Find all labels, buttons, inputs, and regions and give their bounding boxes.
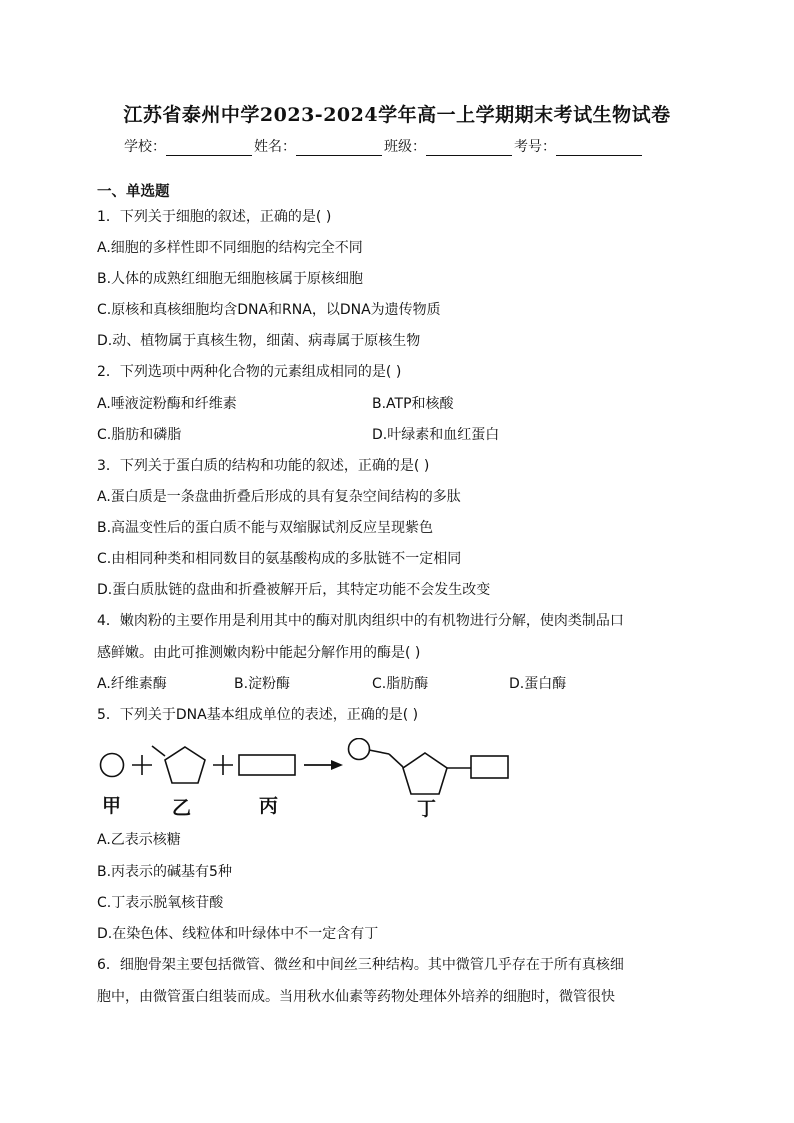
question-4-option-d: D.蛋白酶 bbox=[509, 676, 567, 692]
label-bing: 丙 bbox=[259, 795, 279, 817]
question-6-stem-line-1: 6．细胞骨架主要包括微管、微丝和中间丝三种结构。其中微管几乎存在于所有真核细 bbox=[97, 957, 624, 973]
label-ding: 丁 bbox=[417, 798, 437, 820]
phosphate-circle-icon bbox=[101, 754, 124, 777]
plus-icon bbox=[213, 755, 233, 775]
class-blank[interactable] bbox=[426, 139, 512, 156]
question-2-option-a: A.唾液淀粉酶和纤维素 bbox=[97, 396, 237, 412]
question-3-stem: 3．下列关于蛋白质的结构和功能的叙述，正确的是( ) bbox=[97, 458, 430, 474]
question-1-option-a: A.细胞的多样性即不同细胞的结构完全不同 bbox=[97, 240, 363, 256]
question-5-option-a: A.乙表示核糖 bbox=[97, 832, 181, 848]
name-blank[interactable] bbox=[296, 139, 382, 156]
question-5-stem: 5．下列关于DNA基本组成单位的表述，正确的是( ) bbox=[97, 707, 419, 723]
question-3-option-c: C.由相同种类和相同数目的氨基酸构成的多肽链不一定相同 bbox=[97, 551, 462, 567]
question-2-option-c: C.脂肪和磷脂 bbox=[97, 427, 182, 443]
arrow-icon bbox=[304, 760, 343, 770]
school-blank[interactable] bbox=[166, 139, 252, 156]
question-2-option-d: D.叶绿素和血红蛋白 bbox=[372, 427, 500, 443]
question-4-option-c: C.脂肪酶 bbox=[372, 676, 429, 692]
number-label: 考号： bbox=[514, 139, 556, 155]
label-yi: 乙 bbox=[172, 797, 192, 819]
question-5-option-b: B.丙表示的碱基有5种 bbox=[97, 864, 232, 880]
question-1-option-b: B.人体的成熟红细胞无细胞核属于原核细胞 bbox=[97, 271, 364, 287]
pentose-sugar-icon bbox=[152, 746, 205, 783]
question-4-stem-line-1: 4．嫩肉粉的主要作用是利用其中的酶对肌肉组织中的有机物进行分解，使肉类制品口 bbox=[97, 613, 624, 629]
section-heading: 一、单选题 bbox=[97, 184, 170, 200]
question-3-option-b: B.高温变性后的蛋白质不能与双缩脲试剂反应呈现紫色 bbox=[97, 520, 434, 536]
nucleotide-diagram bbox=[97, 738, 517, 822]
question-3-option-d: D.蛋白质肽链的盘曲和折叠被解开后，其特定功能不会发生改变 bbox=[97, 582, 491, 598]
question-6-stem-line-2: 胞中，由微管蛋白组装而成。当用秋水仙素等药物处理体外培养的细胞时，微管很快 bbox=[97, 989, 615, 1005]
question-4-option-b: B.淀粉酶 bbox=[234, 676, 291, 692]
question-2-stem: 2．下列选项中两种化合物的元素组成相同的是( ) bbox=[97, 364, 402, 380]
number-blank[interactable] bbox=[556, 139, 642, 156]
exam-title: 江苏省泰州中学2023-2024学年高一上学期期末考试生物试卷 bbox=[123, 104, 671, 126]
question-4-stem-line-2: 感鲜嫩。由此可推测嫩肉粉中能起分解作用的酶是( ) bbox=[97, 645, 421, 661]
question-4-option-a: A.纤维素酶 bbox=[97, 676, 167, 692]
class-label: 班级： bbox=[384, 139, 426, 155]
question-1-option-d: D.动、植物属于真核生物，细菌、病毒属于原核生物 bbox=[97, 333, 421, 349]
school-label: 学校： bbox=[124, 139, 166, 155]
question-1-stem: 1．下列关于细胞的叙述，正确的是( ) bbox=[97, 209, 332, 225]
question-2-option-b: B.ATP和核酸 bbox=[372, 396, 454, 412]
label-jia: 甲 bbox=[102, 795, 122, 817]
plus-icon bbox=[132, 755, 152, 775]
question-3-option-a: A.蛋白质是一条盘曲折叠后形成的具有复杂空间结构的多肽 bbox=[97, 489, 461, 505]
nucleotide-icon bbox=[349, 739, 509, 795]
student-info-row bbox=[124, 136, 684, 156]
question-1-option-c: C.原核和真核细胞均含DNA和RNA，以DNA为遗传物质 bbox=[97, 302, 441, 318]
question-5-option-d: D.在染色体、线粒体和叶绿体中不一定含有丁 bbox=[97, 926, 379, 942]
name-label: 姓名： bbox=[254, 139, 296, 155]
base-rectangle-icon bbox=[239, 755, 295, 775]
question-5-option-c: C.丁表示脱氧核苷酸 bbox=[97, 895, 224, 911]
